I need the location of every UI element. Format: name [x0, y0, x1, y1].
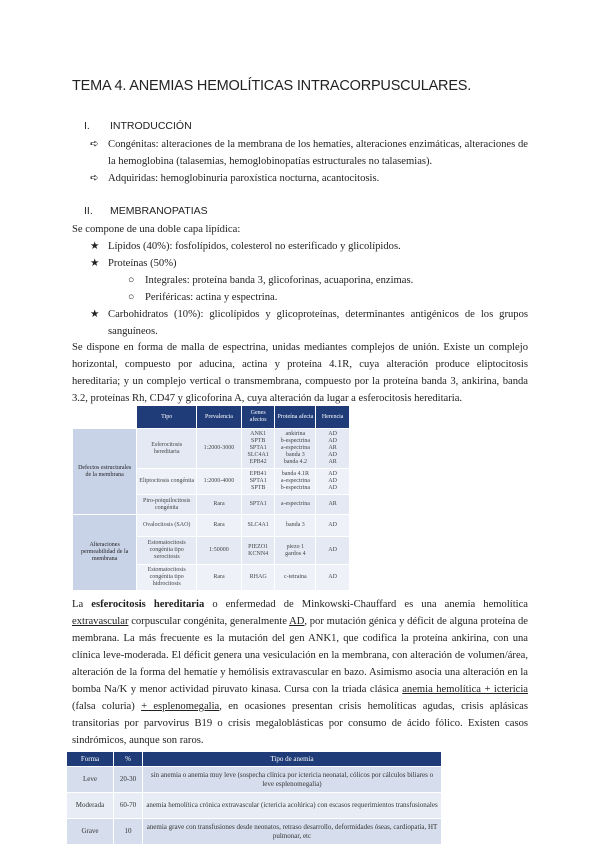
- table1-cell: AD: [316, 565, 350, 591]
- table1-cell: Ovalocitosis (SAO): [137, 515, 197, 537]
- text-run: , por mutación génica y déficit de alguna proteína de membrana. La más frecuente es la mutación del gen ANK1, que codifica la proteína ankirina, con una clínica leve-moderada. El déficit genera una vesiculación en la membrana, con alteración de volumen/área, alteración de la forma del hematíe y hemólisis extravascular en bazo. Asimismo asocia una alteración en la bomba Na/K y menor actividad piruvato kinasa. Cursa con la triada clásica: [72, 616, 528, 695]
- bullet-proteinas: Proteínas (50%): [108, 258, 177, 269]
- table1-cell: Rara: [197, 495, 242, 515]
- table2-cell: anemia grave con transfusiones desde neonatos, retraso desarrollo, deformidades óseas, cardiopatía, HT pulmonar, etc: [143, 819, 442, 845]
- table1-cell: Piro-poiquilocitosis congénita: [137, 495, 197, 515]
- table1-cell: Rara: [197, 565, 242, 591]
- table1-cell: AD: [316, 515, 350, 537]
- table1-header: Herencia: [316, 406, 350, 429]
- page-title: TEMA 4. ANEMIAS HEMOLÍTICAS INTRACORPUSCULARES.: [72, 78, 472, 94]
- table2-cell: sin anemia o anemia muy leve (sospecha clínica por ictericia neonatal, cólicos por cálculos biliares o leve esplenomegalia): [143, 767, 442, 793]
- text-run: La: [72, 599, 92, 610]
- table1-cell: PIEZO1 KCNN4: [241, 537, 275, 565]
- bullet-congenitas: Congénitas: alteraciones de la membrana de los hematíes, alteraciones enzimáticas, alteraciones de la hemoglobina (talasemias, hemoglobinopatías estructurales no talasemias).: [108, 139, 528, 167]
- bullet-carbohidratos: Carbohidratos (10%): glicolípidos y glicoproteínas, determinantes antigénicos de los grupos sanguíneos.: [108, 309, 528, 337]
- esferocitosis-paragraph: [72, 596, 528, 749]
- section-2-number: II.: [84, 205, 93, 217]
- star-bullet-icon: ★: [90, 258, 100, 269]
- section-1-heading: INTRODUCCIÓN: [110, 120, 192, 132]
- arrow-bullet-icon: ➪: [90, 139, 99, 150]
- arrow-bullet-icon: ➪: [90, 173, 99, 184]
- bullet-perifericas: Periféricas: actina y espectrina.: [145, 292, 278, 303]
- membrane-paragraph: Se dispone en forma de malla de espectrina, unidas mediantes complejos de unión. Existe un complejo horizontal, compuesto por aducina, actina y proteína 4.1R, cuya alteración produce eliptocitosis hereditaria; y un complejo vertical o transmembrana, compuesto por la proteína banda 3, ankirina, banda 3.2, proteínas Rh, CD47 y glicoforina A, cuya alteración da lugar a esferocitosis hereditaria.: [72, 342, 528, 404]
- table2-header: Forma: [67, 752, 114, 767]
- text-run: (falsa coluria): [72, 701, 142, 712]
- star-bullet-icon: ★: [90, 309, 100, 320]
- table2-header: %: [114, 752, 143, 767]
- table1-cell: Esferocitosis hereditaria: [137, 429, 197, 469]
- bullet-adquiridas: Adquiridas: hemoglobinuria paroxística nocturna, acantocitosis.: [108, 173, 380, 184]
- table1-cell: Eliptocitosis congénita: [137, 469, 197, 495]
- table1-cell: 1:2000-4000: [197, 469, 242, 495]
- table1-header: Genes afectos: [241, 406, 275, 429]
- table2-cell: 20-30: [114, 767, 143, 793]
- triada-anemia-ictericia: anemia hemolítica + ictericia: [402, 684, 528, 695]
- triada-esplenomegalia: + esplenomegalia: [141, 701, 220, 712]
- table1-cell: banda 4.1R a-espectrina b-espectrina: [275, 469, 316, 495]
- table1-cell: c-tetraina: [275, 565, 316, 591]
- circle-bullet-icon: ○: [128, 275, 135, 286]
- section-1-number: I.: [84, 120, 90, 132]
- table2-cell: 10: [114, 819, 143, 845]
- bullet-integrales: Integrales: proteína banda 3, glicoforinas, acuaporina, enzimas.: [145, 275, 414, 286]
- table1-cell: ankirina b-espectrina a-espectrina banda 3 banda 4.2: [275, 429, 316, 469]
- table2-header: Tipo de anemia: [143, 752, 442, 767]
- table1-group-label: Alteraciones permeabilidad de la membrana: [73, 515, 137, 591]
- text-run: corpuscular congénita, generalmente: [128, 616, 290, 627]
- membranopathies-table: [72, 405, 350, 591]
- text-run: , en ocasiones presentan crisis hemolíticas agudas, crisis aplásicas transitorias por parvovirus B19 o crisis megaloblásticas por consumo de ácido fólico. Existen casos sindrómicos, aunque son raros.: [72, 701, 528, 746]
- table1-cell: 1:50000: [197, 537, 242, 565]
- table1-cell: EPB41 SPTA1 SPTB: [241, 469, 275, 495]
- text-run: o enfermedad de Minkowski-Chauffard es una anemia hemolítica: [204, 599, 529, 610]
- table2-cell: 60-70: [114, 793, 143, 819]
- table1-cell: AD: [316, 537, 350, 565]
- star-bullet-icon: ★: [90, 241, 100, 252]
- table1-cell: ANK1 SPTB SPTA1 SLC4A1 EPB42: [241, 429, 275, 469]
- severity-table: [66, 751, 442, 845]
- table1-cell: a-espectrina: [275, 495, 316, 515]
- table1-cell: banda 3: [275, 515, 316, 537]
- bullet-lipidos: Lípidos (40%): fosfolípidos, colesterol no esterificado y glicolípidos.: [108, 241, 401, 252]
- table1-cell: 1:2000-3000: [197, 429, 242, 469]
- table1-cell: SLC4A1: [241, 515, 275, 537]
- circle-bullet-icon: ○: [128, 292, 135, 303]
- table1-cell: AR: [316, 495, 350, 515]
- table1-cell: SPTA1: [241, 495, 275, 515]
- table1-header: Tipo: [137, 406, 197, 429]
- table2-cell: Grave: [67, 819, 114, 845]
- table1-cell: Estomatocitosis congénita tipo hidrocitosis: [137, 565, 197, 591]
- table1-cell: piezo 1 gardos 4: [275, 537, 316, 565]
- table2-cell: anemia hemolítica crónica extravascular (ictericia acolúrica) con escasos requerimientos transfusionales: [143, 793, 442, 819]
- table1-cell: RHAG: [241, 565, 275, 591]
- table2-cell: Leve: [67, 767, 114, 793]
- table1-header: Proteína afecta: [275, 406, 316, 429]
- table1-cell: Estomatocitosis congénita tipo xerocitosis: [137, 537, 197, 565]
- table1-cell: AD AD AR AD AR: [316, 429, 350, 469]
- section-2-heading: MEMBRANOPATIAS: [110, 205, 208, 217]
- table1-cell: AD AD AD: [316, 469, 350, 495]
- table1-corner: [73, 406, 137, 429]
- table1-cell: Rara: [197, 515, 242, 537]
- term-ad: AD: [289, 616, 305, 627]
- table2-cell: Moderada: [67, 793, 114, 819]
- term-esferocitosis: esferocitosis hereditaria: [91, 599, 205, 610]
- table1-header: Prevalencia: [197, 406, 242, 429]
- table1-group-label: Defectos estructurales de la membrana: [73, 429, 137, 515]
- term-extravascular: extravascular: [72, 616, 129, 627]
- membrane-intro: Se compone de una doble capa lipídica:: [72, 224, 241, 235]
